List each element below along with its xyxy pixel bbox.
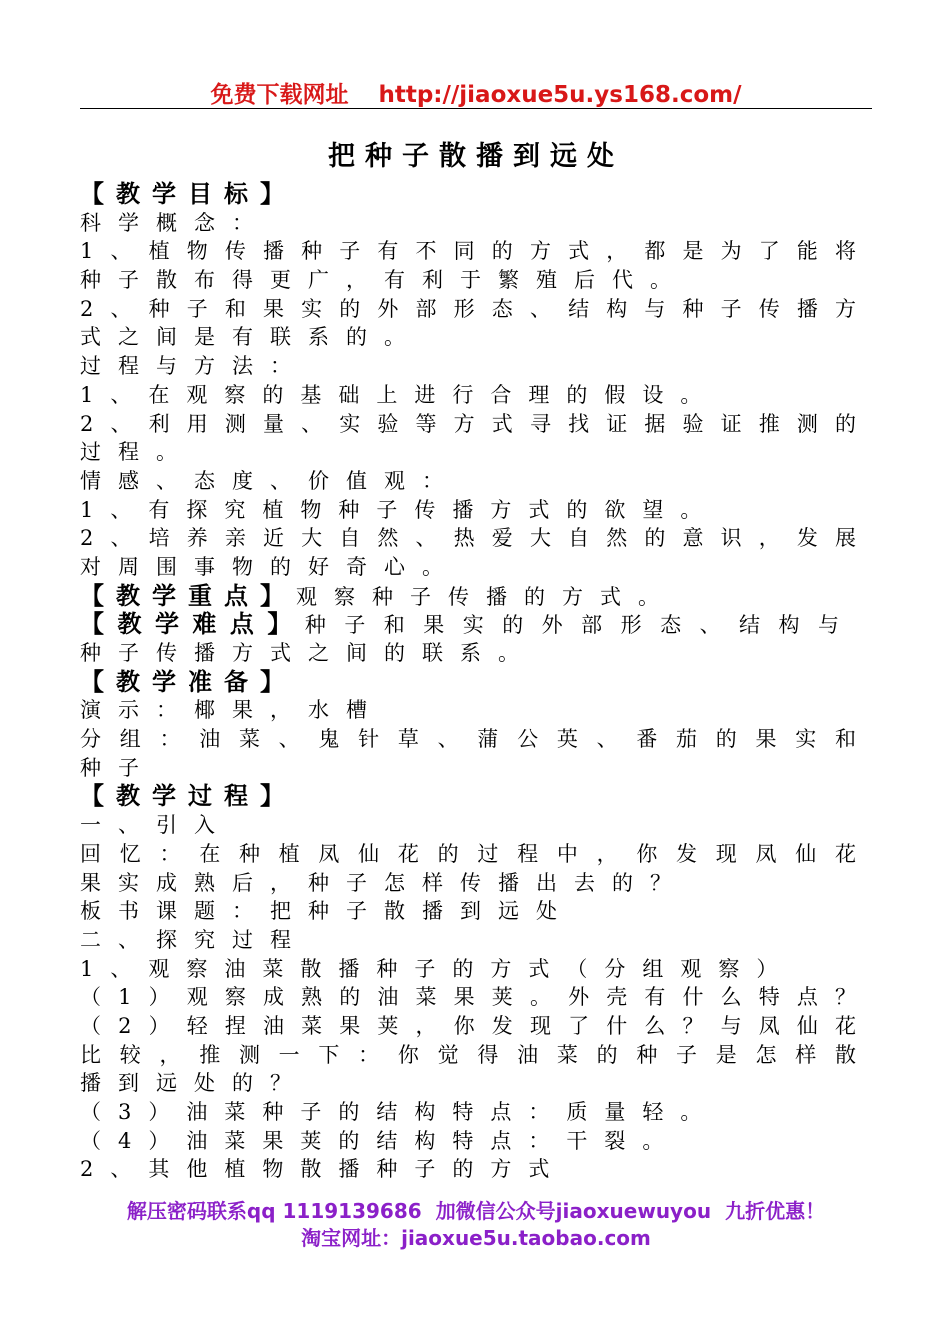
difficulty-text: 种子和果实的外部形态、结构与 xyxy=(304,613,856,638)
difficulty-line xyxy=(80,610,856,639)
key-point-text: 观察种子传播的方式。 xyxy=(296,584,676,609)
download-label: 免费下载网址 xyxy=(210,82,349,108)
text-line: 种子 xyxy=(80,755,156,780)
download-header xyxy=(80,76,872,110)
page-title: 把种子散播到远处 xyxy=(328,141,624,172)
text-line: 板书课题：把种子散播到远处 xyxy=(80,899,574,924)
text-line: 一、引入 xyxy=(80,813,232,838)
text-line: （1）观察成熟的油菜果荚。外壳有什么特点？ xyxy=(80,985,856,1010)
text-line: 过程。 xyxy=(80,440,194,465)
header-divider xyxy=(80,108,872,109)
text-line: 对周围事物的好奇心。 xyxy=(80,554,460,579)
text-line: 2、培养亲近大自然、热爱大自然的意识，发展 xyxy=(80,526,856,551)
text-line: 1、在观察的基础上进行合理的假设。 xyxy=(80,382,719,407)
text-line: 1、观察油菜散播种子的方式（分组观察） xyxy=(80,956,795,981)
text-line: 科学概念： xyxy=(80,210,270,235)
text-line: 播到远处的？ xyxy=(80,1071,308,1096)
download-url-link[interactable]: http://jiaoxue5u.ys168.com/ xyxy=(378,82,742,108)
section-heading-difficulty: 【教学难点】 xyxy=(80,610,305,639)
text-line: 演示：椰果，水槽 xyxy=(80,698,384,723)
section-heading-key-point: 【教学重点】 xyxy=(80,581,296,610)
section-heading-objectives: 【教学目标】 xyxy=(80,180,296,208)
taobao-link[interactable]: 淘宝网址：jiaoxue5u.taobao.com xyxy=(301,1226,651,1250)
wechat-account: 加微信公众号jiaoxuewuyou xyxy=(435,1199,712,1223)
text-line: 种子传播方式之间的联系。 xyxy=(80,641,536,665)
text-line: 1、植物传播种子有不同的方式，都是为了能将 xyxy=(80,239,856,264)
password-contact: 解压密码联系qq 1119139686 xyxy=(126,1199,422,1223)
section-heading-preparation: 【教学准备】 xyxy=(80,667,296,696)
text-line: 2、种子和果实的外部形态、结构与种子传播方 xyxy=(80,296,856,321)
text-line: 比较，推测一下：你觉得油菜的种子是怎样散 xyxy=(80,1042,856,1067)
discount-note: 九折优惠！ xyxy=(725,1199,826,1223)
section-heading-process: 【教学过程】 xyxy=(80,782,296,811)
promo-footer xyxy=(80,1198,872,1252)
text-line: 1、有探究植物种子传播方式的欲望。 xyxy=(80,497,719,522)
text-line: （2）轻捏油菜果荚，你发现了什么？与凤仙花 xyxy=(80,1013,856,1038)
key-point-line xyxy=(80,582,856,611)
text-line: 2、利用测量、实验等方式寻找证据验证推测的 xyxy=(80,411,856,436)
text-line: 回忆：在种植凤仙花的过程中，你发现凤仙花 xyxy=(80,841,856,866)
text-line: 式之间是有联系的。 xyxy=(80,325,422,350)
text-line: （4）油菜果荚的结构特点：干裂。 xyxy=(80,1128,681,1153)
text-line: 2、其他植物散播种子的方式 xyxy=(80,1157,567,1182)
text-line: 果实成熟后，种子怎样传播出去的？ xyxy=(80,870,688,895)
text-line: 二、探究过程 xyxy=(80,927,308,952)
text-line: （3）油菜种子的结构特点：质量轻。 xyxy=(80,1100,719,1124)
text-line: 情感、态度、价值观： xyxy=(80,468,460,493)
text-line: 分组：油菜、鬼针草、蒲公英、番茄的果实和 xyxy=(80,727,856,752)
promo-line-1 xyxy=(80,1198,872,1225)
lesson-body xyxy=(80,180,856,1184)
text-line: 种子散布得更广，有利于繁殖后代。 xyxy=(80,268,688,293)
text-line: 过程与方法： xyxy=(80,354,308,379)
